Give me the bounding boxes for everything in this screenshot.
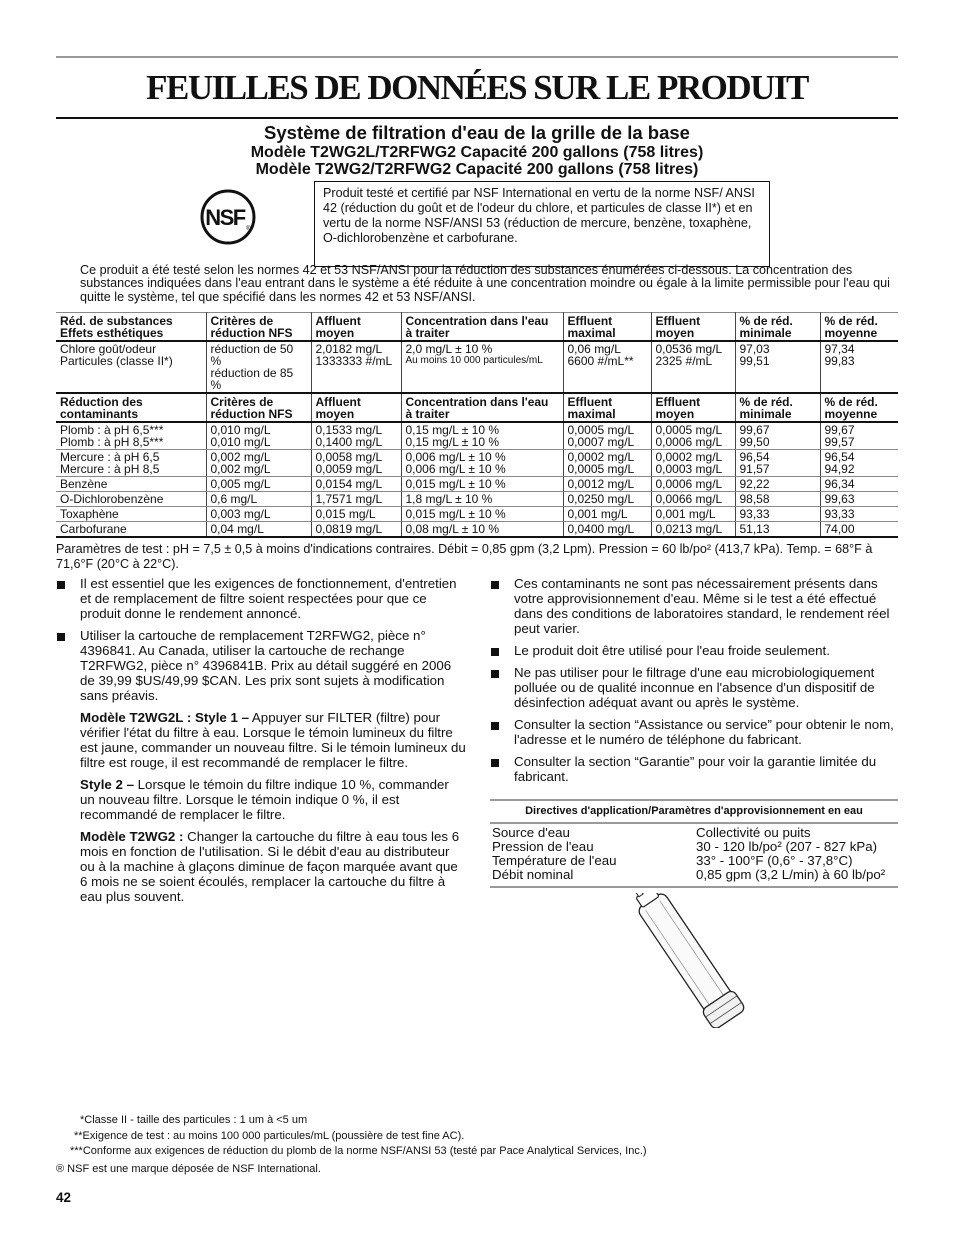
table-cell: 51,13 <box>735 522 820 538</box>
table-cell: 97,34 99,83 <box>820 341 898 393</box>
table-cell: Réd. de substances Effets esthétiques <box>56 313 206 342</box>
directives-row-source: Source d'eau Collectivité ou puits <box>492 825 811 840</box>
table-row <box>56 522 898 538</box>
table-cell: % de réd. moyenne <box>820 313 898 342</box>
table-cell: réduction de 50 % réduction de 85 % <box>206 341 311 393</box>
table-cell: 93,33 <box>735 507 820 522</box>
table-row <box>56 492 898 507</box>
table-cell: 2,0 mg/L ± 10 % Au moins 10 000 particules/mL <box>401 341 563 393</box>
table-cell: 99,67 99,50 <box>735 422 820 450</box>
table-cell: 0,08 mg/L ± 10 % <box>401 522 563 538</box>
table-cell: Effluent maximal <box>563 313 651 342</box>
intro-paragraph: Ce produit a été testé selon les normes 42 et 53 NSF/ANSI pour la réduction des substances énumérées ci-dessous. La concentration des substances indiquées dans l'eau entrant dans le système a été réduite à une concentration moindre ou égale à la limite permissible pour l'eau qui quitte le système, tel que spécifié dans les normes 42 et 53 NSF/ANSI. <box>80 263 890 304</box>
bullet-microbiological: Ne pas utiliser pour le filtrage d'une eau microbiologiquement polluée ou de qualité inconnue en l'absence d'un dispositif de désinfection adéquat avant ou après le système. <box>490 665 900 710</box>
table-cell: 96,54 91,57 <box>735 450 820 477</box>
footnote-test-requirement: **Exigence de test : au moins 100 000 particules/mL (poussière de test fine AC). <box>74 1130 465 1142</box>
table-cell: 97,03 99,51 <box>735 341 820 393</box>
table-cell: 0,6 mg/L <box>206 492 311 507</box>
table-header-row <box>56 393 898 422</box>
left-column <box>56 576 466 911</box>
table-cell: Concentration dans l'eau à traiter <box>401 313 563 342</box>
table-row <box>56 477 898 492</box>
page-title: FEUILLES DE DONNÉES SUR LE PRODUIT <box>146 68 808 107</box>
table-cell: 0,0536 mg/L 2325 #/mL <box>651 341 735 393</box>
right-column <box>490 576 900 791</box>
table-cell: 0,0250 mg/L <box>563 492 651 507</box>
table-cell: 93,33 <box>820 507 898 522</box>
table-cell: 98,58 <box>735 492 820 507</box>
table-cell: Critères de réduction NFS <box>206 393 311 422</box>
table-row <box>56 422 898 450</box>
table-cell: 0,15 mg/L ± 10 % 0,15 mg/L ± 10 % <box>401 422 563 450</box>
table-cell: 0,010 mg/L 0,010 mg/L <box>206 422 311 450</box>
table-cell: 0,0002 mg/L 0,0003 mg/L <box>651 450 735 477</box>
table-cell: 0,0058 mg/L 0,0059 mg/L <box>311 450 401 477</box>
table-cell: 99,67 99,57 <box>820 422 898 450</box>
nsf-logo-text: NSF <box>205 205 245 230</box>
water-filter-cartridge-illustration <box>600 893 780 1028</box>
bullet-replacement-cartridge: Utiliser la cartouche de remplacement T2RFWG2, pièce n° 4396841. Au Canada, utiliser la cartouche de rechange T2RFWG2, pièce n° 4396841B. Prix au détail suggéré en 2006 de 39,99 $US/49,99 $CAN. Les prix sont sujets à modification sans préavis. <box>56 628 466 703</box>
table-cell: Carbofurane <box>56 522 206 538</box>
page-number: 42 <box>56 1190 72 1205</box>
model-line-2: Modèle T2WG2/T2RFWG2 Capacité 200 gallons (758 litres) <box>255 161 699 178</box>
directives-rule-top <box>490 799 898 801</box>
table-row <box>56 341 898 393</box>
bullet-requirements: Il est essentiel que les exigences de fonctionnement, d'entretien et de remplacement de filtre soient respectées pour que ce produit donne le rendement annoncé. <box>56 576 466 621</box>
table-cell: O-Dichlorobenzène <box>56 492 206 507</box>
title-rule <box>56 117 898 119</box>
table-cell: Effluent moyen <box>651 313 735 342</box>
table-cell: Effluent maximal <box>563 393 651 422</box>
table-cell: 0,001 mg/L <box>563 507 651 522</box>
paragraph-t2wg2: Modèle T2WG2 : Changer la cartouche du filtre à eau tous les 6 mois en fonction de l'utilisation. Si le débit d'eau au distributeur ou à la machine à glaçons diminue de façon marquée avant que 6 mois ne se soient écoulés, remplacer la cartouche du filtre à eau plus souvent. <box>80 829 460 904</box>
table-cell: 0,006 mg/L ± 10 % 0,006 mg/L ± 10 % <box>401 450 563 477</box>
directives-rule-mid <box>490 822 898 824</box>
footnote-nsf-trademark: ® NSF est une marque déposée de NSF International. <box>56 1163 321 1175</box>
table-cell: 0,04 mg/L <box>206 522 311 538</box>
directives-title: Directives d'application/Paramètres d'approvisionnement en eau <box>525 805 863 817</box>
paragraph-style-2: Style 2 – Lorsque le témoin du filtre indique 10 %, commander un nouveau filtre. Lorsque le témoin indique 0 %, il est recommandé de remplacer le filtre. <box>80 777 449 822</box>
paragraph-style-1: Modèle T2WG2L : Style 1 – Appuyer sur FILTER (filtre) pour vérifier l'état du filtre à eau. Lorsque le témoin lumineux du filtre est jaune, commander un nouveau filtre. Si le témoin lumineux du filtre est rouge, il est recommandé de remplacer le filtre. <box>80 710 466 770</box>
directives-row-pressure: Pression de l'eau 30 - 120 lb/po² (207 - 827 kPa) <box>492 839 878 854</box>
directives-row-temperature: Température de l'eau 33° - 100°F (0,6° - 37,8°C) <box>492 853 853 868</box>
table-cell: 0,015 mg/L ± 10 % <box>401 477 563 492</box>
table-cell: 0,0002 mg/L 0,0005 mg/L <box>563 450 651 477</box>
table-cell: Toxaphène <box>56 507 206 522</box>
table-cell: 0,015 mg/L <box>311 507 401 522</box>
table-cell: 0,0005 mg/L 0,0006 mg/L <box>651 422 735 450</box>
nsf-certification-box: Produit testé et certifié par NSF International en vertu de la norme NSF/ ANSI 42 (réduction du goût et de l'odeur du chlore, et particules de classe II*) et en vertu de la norme NSF/ANSI 53 (réduction de mercure, benzène, toxaphène, O-dichlorobenzène et carbofurane. <box>314 181 770 267</box>
table-cell: 99,63 <box>820 492 898 507</box>
table-cell: 0,0006 mg/L <box>651 477 735 492</box>
table-cell: 1,8 mg/L ± 10 % <box>401 492 563 507</box>
performance-data-table <box>56 312 898 538</box>
table-cell: Affluent moyen <box>311 393 401 422</box>
table-cell: Affluent moyen <box>311 313 401 342</box>
table-cell: 92,22 <box>735 477 820 492</box>
table-cell: 0,0213 mg/L <box>651 522 735 538</box>
table-cell: 0,003 mg/L <box>206 507 311 522</box>
table-cell: 0,0066 mg/L <box>651 492 735 507</box>
table-cell: Réduction des contaminants <box>56 393 206 422</box>
table-cell: 1,7571 mg/L <box>311 492 401 507</box>
bullet-contaminants: Ces contaminants ne sont pas nécessairement présents dans votre approvisionnement d'eau. Même si le test a été effectué dans des conditions de laboratoires standard, le rendement réel peut varier. <box>490 576 900 636</box>
directives-rule-bottom <box>490 886 898 888</box>
table-cell: 0,0154 mg/L <box>311 477 401 492</box>
model-line-1: Modèle T2WG2L/T2RFWG2 Capacité 200 gallons (758 litres) <box>250 144 704 161</box>
table-cell: Effluent moyen <box>651 393 735 422</box>
svg-text:®: ® <box>246 226 251 232</box>
table-cell: 96,54 94,92 <box>820 450 898 477</box>
table-cell: 0,005 mg/L <box>206 477 311 492</box>
table-cell: 0,0005 mg/L 0,0007 mg/L <box>563 422 651 450</box>
table-cell: Concentration dans l'eau à traiter <box>401 393 563 422</box>
table-cell: % de réd. moyenne <box>820 393 898 422</box>
table-cell: % de réd. minimale <box>735 393 820 422</box>
table-cell: Mercure : à pH 6,5 Mercure : à pH 8,5 <box>56 450 206 477</box>
table-cell: 96,34 <box>820 477 898 492</box>
table-cell: 0,015 mg/L ± 10 % <box>401 507 563 522</box>
table-header-row <box>56 313 898 342</box>
bullet-warranty: Consulter la section “Garantie” pour voir la garantie limitée du fabricant. <box>490 754 900 784</box>
table-cell: 0,06 mg/L 6600 #/mL** <box>563 341 651 393</box>
table-cell: Plomb : à pH 6,5*** Plomb : à pH 8,5*** <box>56 422 206 450</box>
test-parameters: Paramètres de test : pH = 7,5 ± 0,5 à moins d'indications contraires. Débit = 0,85 gpm (3,2 Lpm). Pression = 60 lb/po² (413,7 kPa). Temp. = 68°F à 71,6°F (20°C à 22°C). <box>56 542 873 571</box>
table-cell: 74,00 <box>820 522 898 538</box>
footnote-class-ii: *Classe II - taille des particules : 1 um à <5 um <box>80 1114 308 1126</box>
table-cell: 0,002 mg/L 0,002 mg/L <box>206 450 311 477</box>
table-cell: 0,0400 mg/L <box>563 522 651 538</box>
table-cell: 0,1533 mg/L 0,1400 mg/L <box>311 422 401 450</box>
footnote-lead-reduction: ***Conforme aux exigences de réduction du plomb de la norme NSF/ANSI 53 (testé par Pace Analytical Services, Inc.) <box>70 1145 647 1157</box>
table-cell: 0,0012 mg/L <box>563 477 651 492</box>
top-rule <box>56 56 898 58</box>
table-cell: % de réd. minimale <box>735 313 820 342</box>
table-cell: 0,001 mg/L <box>651 507 735 522</box>
table-cell: 0,0819 mg/L <box>311 522 401 538</box>
nsf-logo-icon <box>200 189 256 245</box>
bullet-cold-water: Le produit doit être utilisé pour l'eau froide seulement. <box>490 643 900 658</box>
table-cell: Benzène <box>56 477 206 492</box>
table-cell: 2,0182 mg/L 1333333 #/mL <box>311 341 401 393</box>
table-cell: Critères de réduction NFS <box>206 313 311 342</box>
bullet-service: Consulter la section “Assistance ou service” pour obtenir le nom, l'adresse et le numéro de téléphone du fabricant. <box>490 717 900 747</box>
table-row <box>56 507 898 522</box>
section-subtitle: Système de filtration d'eau de la grille de la base <box>264 122 690 143</box>
table-cell: Chlore goût/odeur Particules (classe II*) <box>56 341 206 393</box>
directives-row-flow: Débit nominal 0,85 gpm (3,2 L/min) à 60 lb/po² <box>492 867 886 882</box>
table-row <box>56 450 898 477</box>
